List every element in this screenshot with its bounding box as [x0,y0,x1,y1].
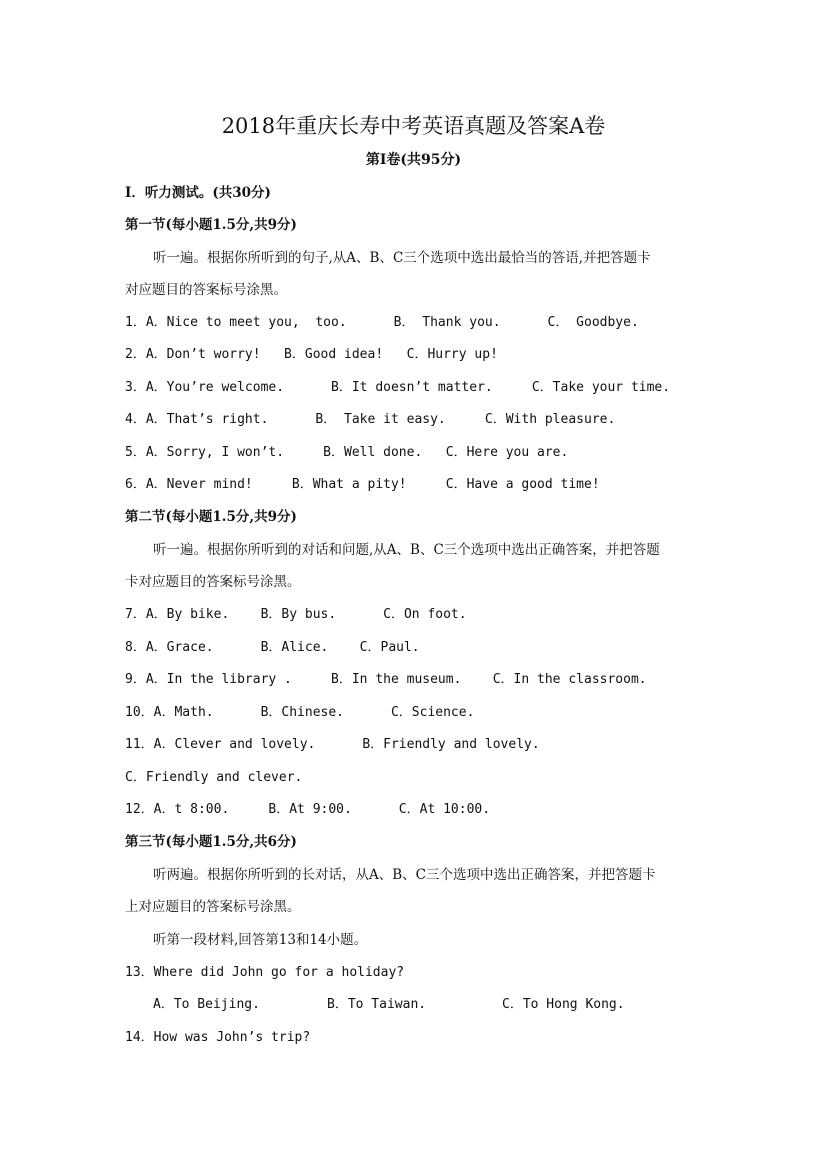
section3-heading: 第三节(每小题1.5分,共6分) [125,834,297,850]
question-13-option-c: C．To Hong Kong. [502,997,625,1012]
question-10: 10．A．Math. B．Chinese. C．Science. [125,705,475,720]
section2-instruction-line1: 听一遍。根据你所听到的对话和问题,从A、B、C三个选项中选出正确答案，并把答题 [153,542,660,558]
section2-heading: 第二节(每小题1.5分,共9分) [125,509,297,525]
question-11-option-c: C．Friendly and clever. [125,770,303,785]
question-13-option-a: A．To Beijing. [153,997,260,1012]
question-3: 3．A．You’re welcome. B．It doesn’t matter. C．Take your time. [125,380,671,395]
question-13: 13．Where did John go for a holiday? [125,965,405,980]
question-11: 11．A．Clever and lovely. B．Friendly and lovely. [125,737,540,752]
question-12: 12．A．t 8:00. B．At 9:00. C．At 10:00. [125,802,491,817]
question-4: 4．A．That’s right. B． Take it easy. C．With pleasure. [125,412,616,427]
section1-instruction-line2: 对应题目的答案标号涂黑。 [125,282,287,298]
part1-heading: Ⅰ．听力测试。(共30分) [125,185,271,201]
page-subtitle: 第Ⅰ卷(共95分) [365,152,462,168]
page-title: 2018年重庆长寿中考英语真题及答案A卷 [221,114,606,138]
question-1: 1．A．Nice to meet you, too. B． Thank you. C． Goodbye. [125,315,639,330]
question-9: 9．A．In the library . B．In the museum. C．In the classroom. [125,672,647,687]
section3-note: 听第一段材料,回答第13和14小题。 [153,932,368,948]
section2-instruction-line2: 卡对应题目的答案标号涂黑。 [125,574,301,590]
question-8: 8．A．Grace. B．Alice. C．Paul. [125,640,420,655]
question-13-option-b: B．To Taiwan. [327,997,427,1012]
section1-instruction-line1: 听一遍。根据你所听到的句子,从A、B、C三个选项中选出最恰当的答语,并把答题卡 [153,250,651,266]
section3-instruction-line1: 听两遍。根据你所听到的长对话，从A、B、C三个选项中选出正确答案，并把答题卡 [153,867,656,883]
section3-instruction-line2: 上对应题目的答案标号涂黑。 [125,899,301,915]
question-7: 7．A．By bike. B．By bus. C．On foot. [125,607,467,622]
question-2: 2．A．Don’t worry! B．Good idea! C．Hurry up! [125,347,498,362]
question-5: 5．A．Sorry, I won’t. B．Well done. C．Here you are. [125,445,569,460]
section1-heading: 第一节(每小题1.5分,共9分) [125,217,297,233]
question-14: 14．How was John’s trip? [125,1030,311,1045]
question-6: 6．A．Never mind! B．What a pity! C．Have a good time! [125,477,600,492]
